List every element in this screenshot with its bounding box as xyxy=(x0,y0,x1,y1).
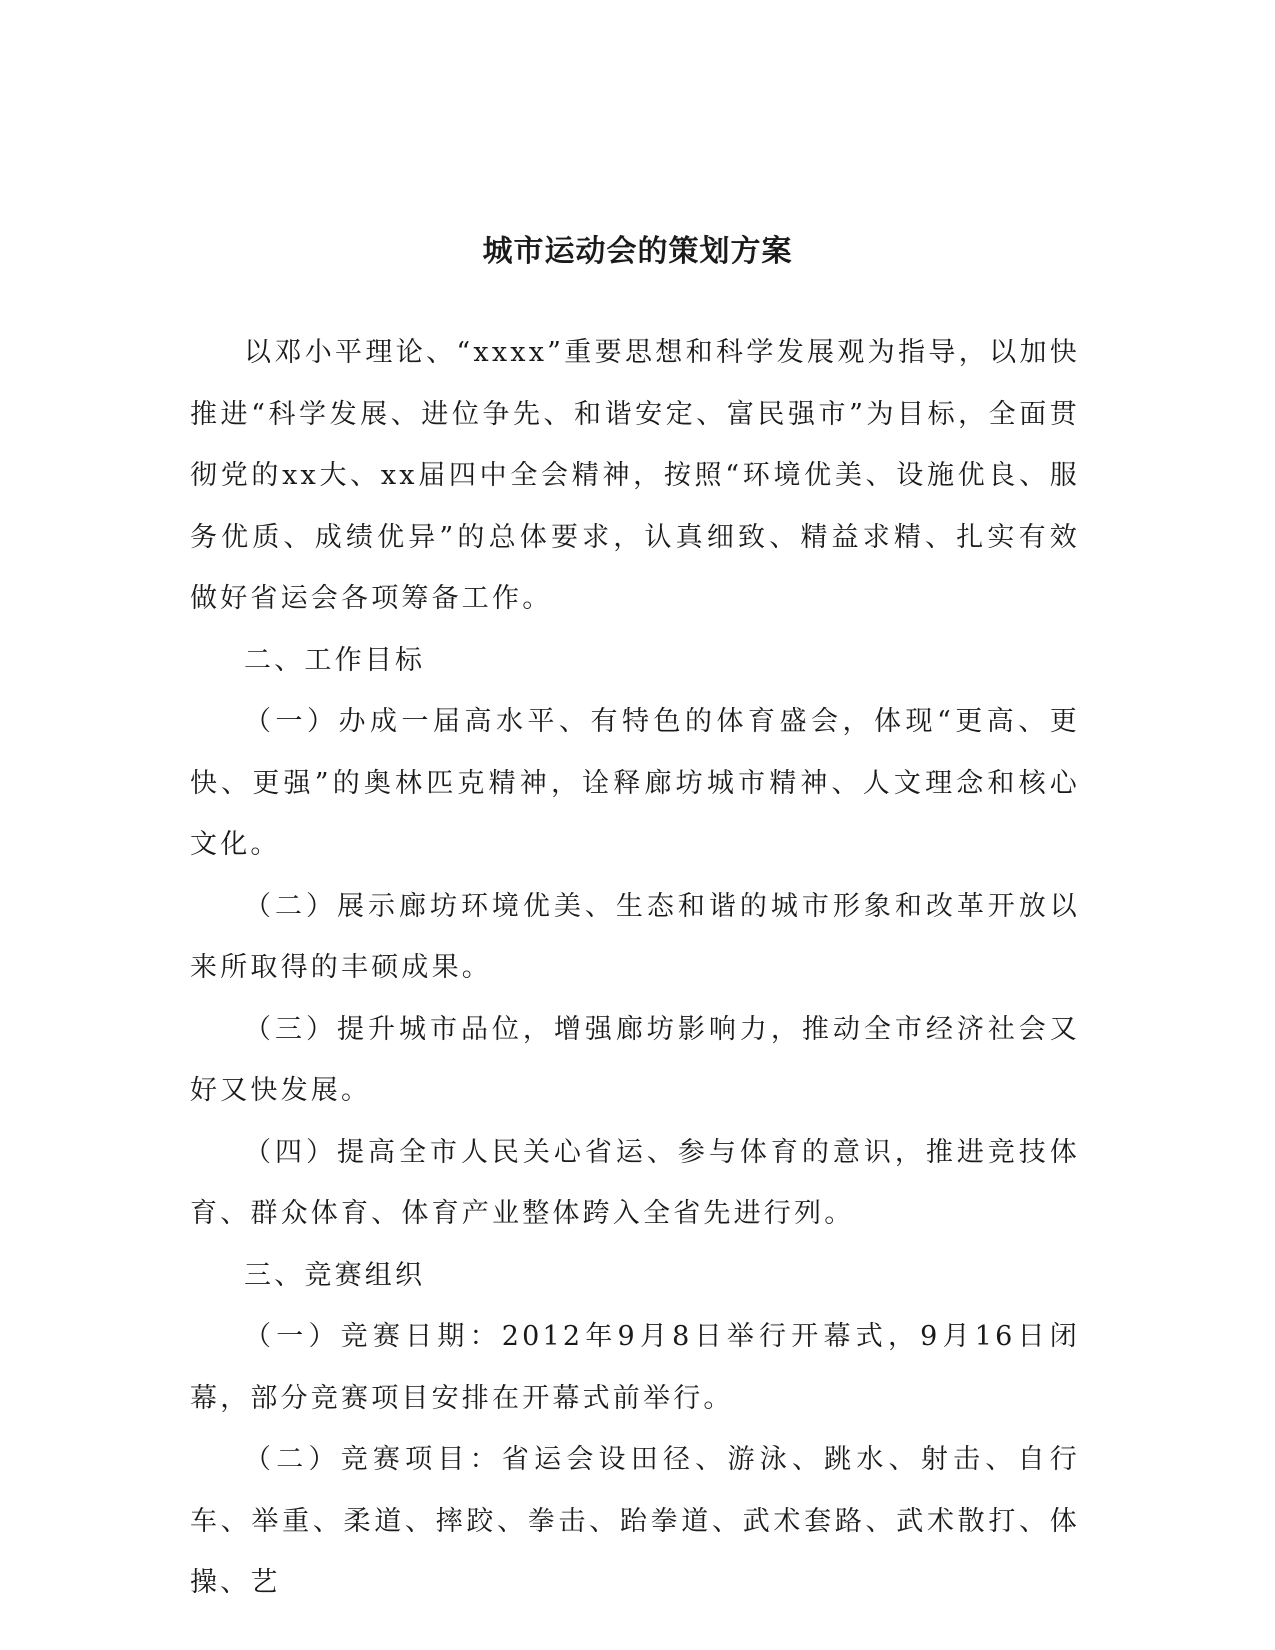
paragraph-goal-3: （三）提升城市品位，增强廊坊影响力，推动全市经济社会又好又快发展。 xyxy=(190,1013,1080,1106)
section-heading-competition: 三、竞赛组织 xyxy=(244,1259,426,1291)
section-heading-work-goals: 二、工作目标 xyxy=(244,644,426,676)
paragraph-goal-4: （四）提高全市人民关心省运、参与体育的意识，推进竞技体育、群众体育、体育产业整体跨入全省先进行列。 xyxy=(190,1136,1080,1229)
document-title: 城市运动会的策划方案 xyxy=(482,234,793,270)
document-body xyxy=(190,322,1080,1614)
paragraph-competition-dates: （一）竞赛日期：2012年9月8日举行开幕式，9月16日闭幕，部分竞赛项目安排在开幕式前举行。 xyxy=(190,1321,1080,1414)
paragraph-competition-events: （二）竞赛项目：省运会设田径、游泳、跳水、射击、自行车、举重、柔道、摔跤、拳击、跆拳道、武术套路、武术散打、体操、艺 xyxy=(190,1444,1080,1598)
paragraph-intro: 以邓小平理论、“xxxx”重要思想和科学发展观为指导，以加快推进“科学发展、进位争先、和谐安定、富民强市”为目标，全面贯彻党的xx大、xx届四中全会精神，按照“环境优美、设施优良、服务优质、成绩优异”的总体要求，认真细致、精益求精、扎实有效做好省运会各项筹备工作。 xyxy=(190,337,1080,614)
paragraph-goal-1: （一）办成一届高水平、有特色的体育盛会，体现“更高、更快、更强”的奥林匹克精神，诠释廊坊城市精神、人文理念和核心文化。 xyxy=(190,706,1080,860)
paragraph-goal-2: （二）展示廊坊环境优美、生态和谐的城市形象和改革开放以来所取得的丰硕成果。 xyxy=(190,890,1080,983)
